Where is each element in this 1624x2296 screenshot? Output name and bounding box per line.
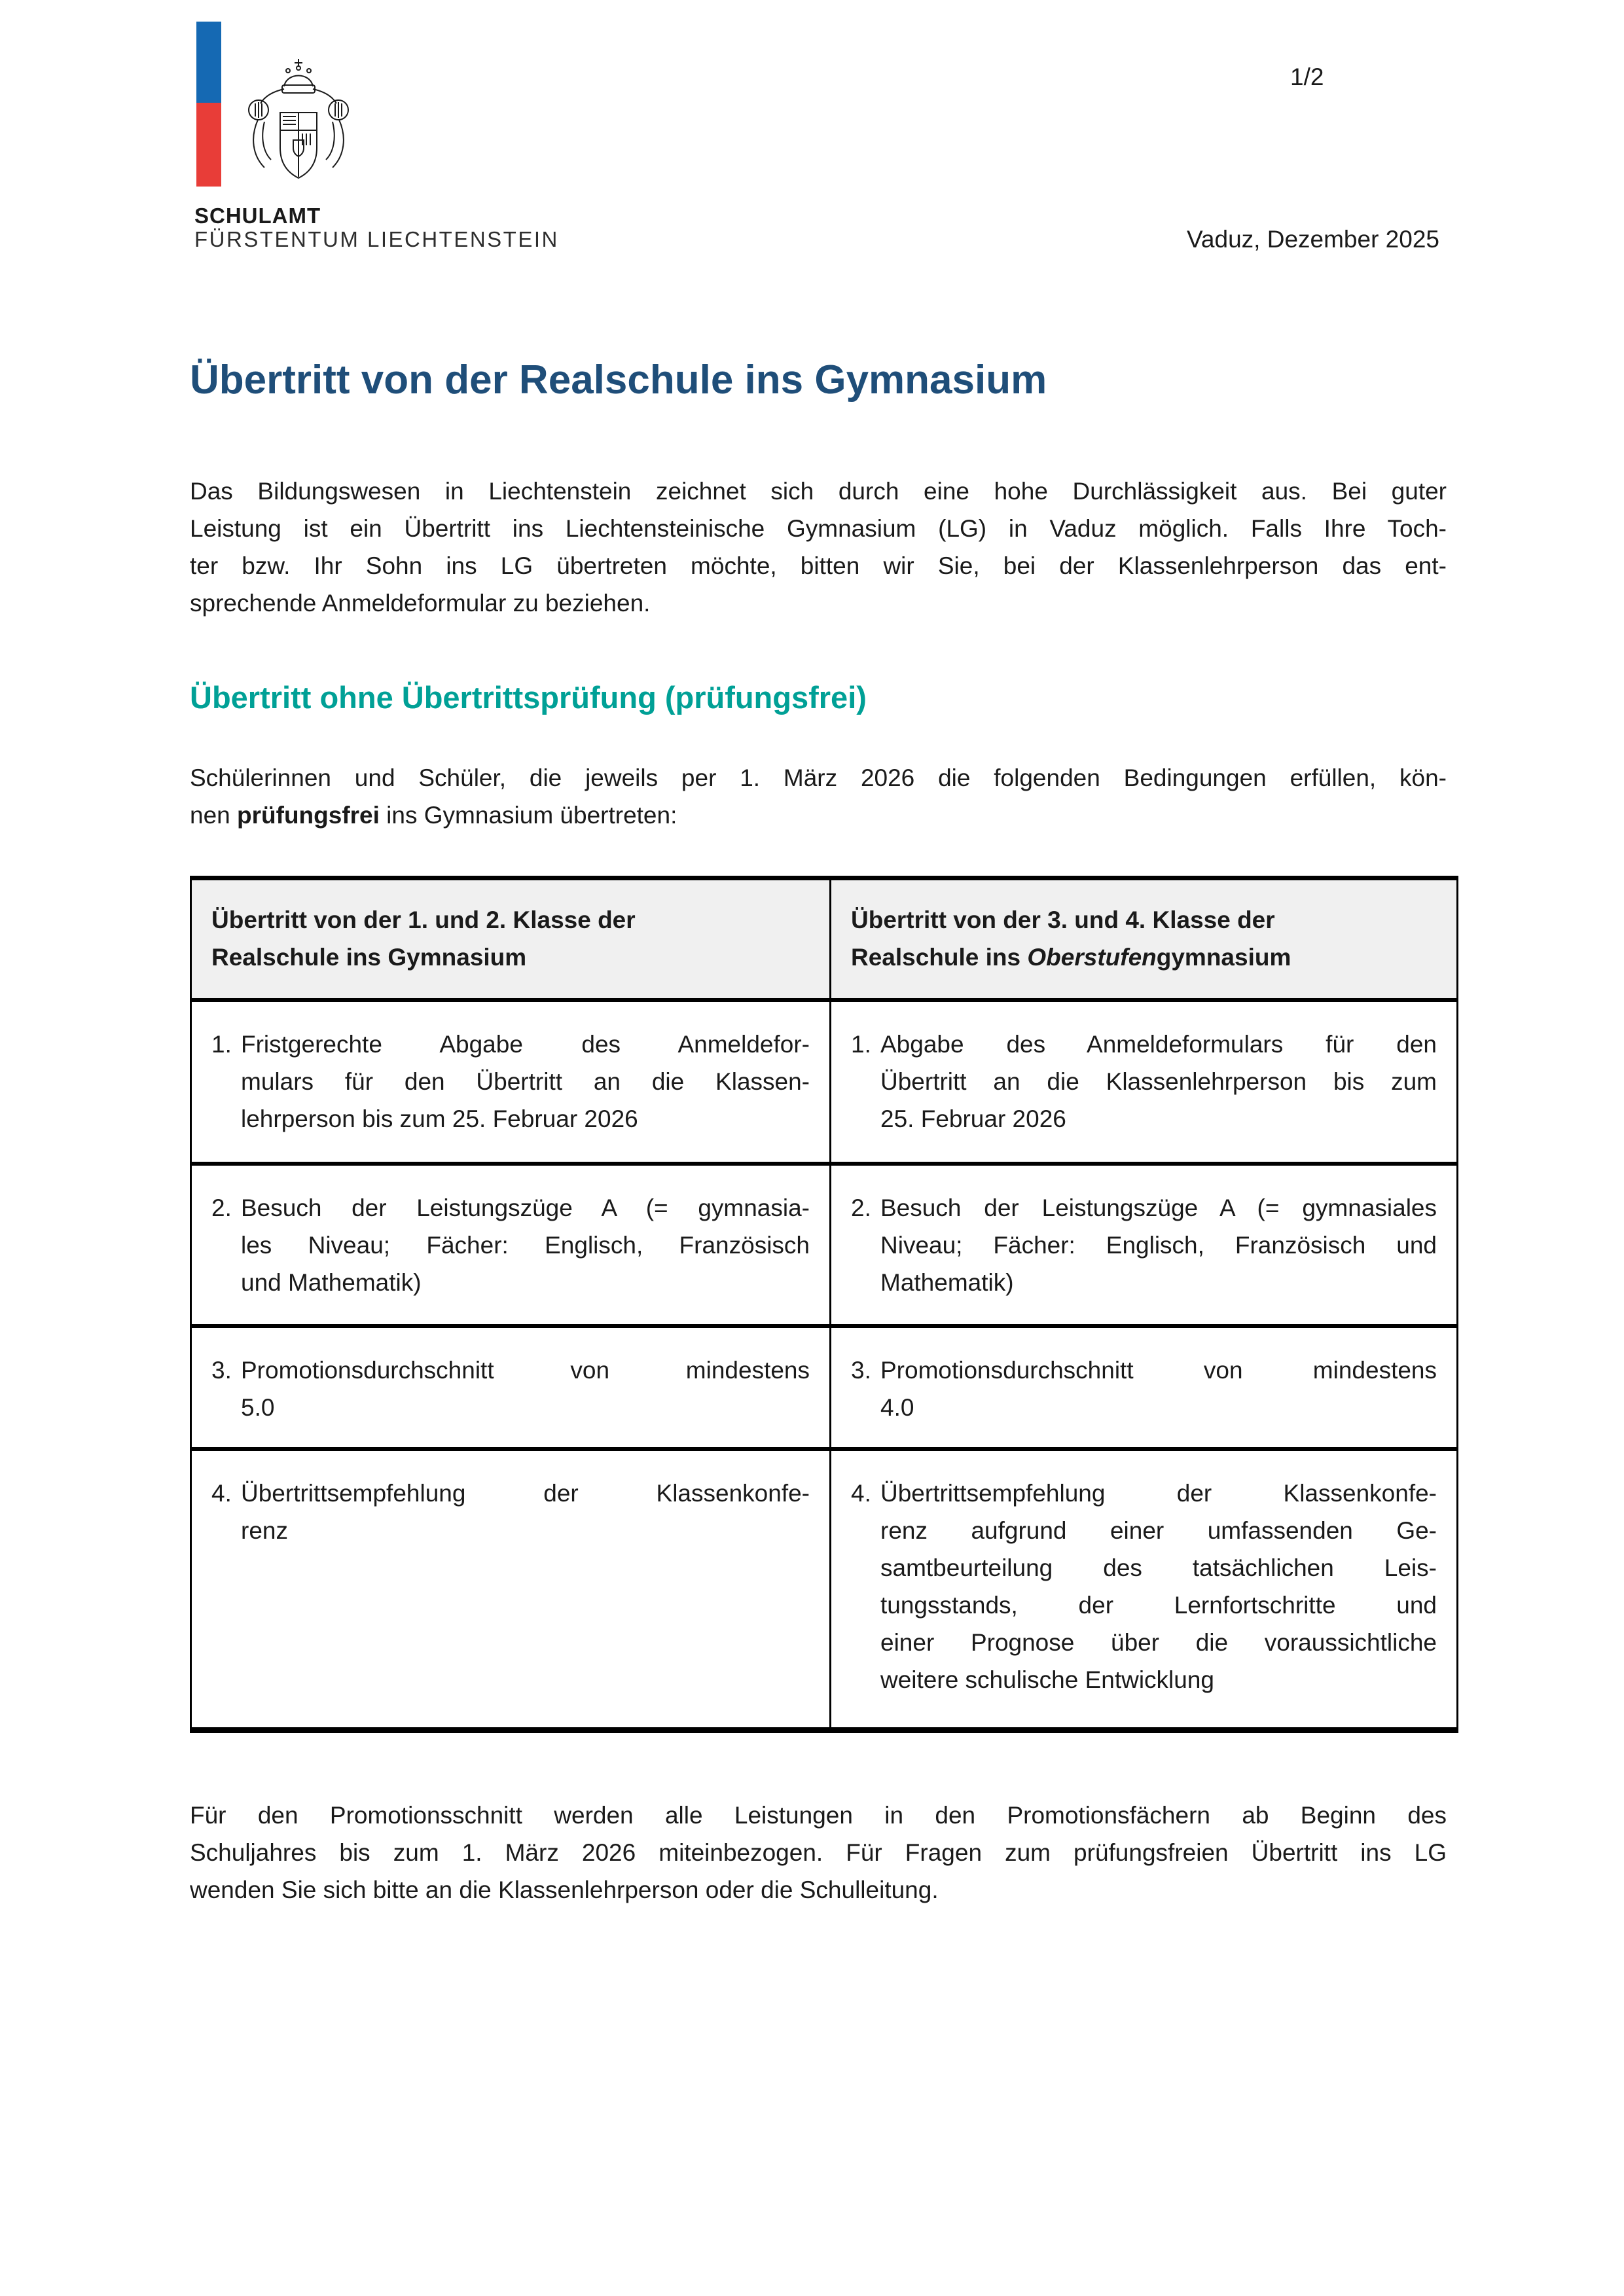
table-header-cell-left (191, 878, 831, 1000)
text-line: einer Prognose über die voraussichtliche (880, 1628, 1437, 1656)
text-line: Das Bildungswesen in Liechtenstein zeichnet sich durch eine hohe Durchlässigkeit aus. Bei guter (190, 478, 1447, 505)
text-line: Für den Promotionsschnitt werden alle Leistungen in den Promotionsfächern ab Beginn des (190, 1802, 1447, 1829)
text-line: lehrperson bis zum 25. Februar 2026 (241, 1105, 638, 1132)
text-line: Schuljahres bis zum 1. März 2026 miteinbezogen. Für Fragen zum prüfungsfreien Übertritt ins LG (190, 1839, 1447, 1866)
text-line: 25. Februar 2026 (880, 1105, 1066, 1132)
table-cell (831, 1449, 1458, 1731)
list-item-text (241, 1352, 810, 1426)
list-number: 4. (851, 1479, 871, 1507)
list-number: 1. (211, 1030, 232, 1058)
conditions-table (190, 876, 1456, 1733)
text-line: Promotionsdurchschnitt von mindestens (241, 1356, 810, 1384)
flag-bar-red (196, 103, 221, 187)
outro-paragraph (190, 1797, 1447, 1909)
list-item-text (880, 1352, 1437, 1426)
table-cell (191, 1449, 831, 1731)
text-line (190, 797, 1447, 834)
text-line: Mathematik) (880, 1268, 1014, 1296)
list-item-text (241, 1475, 810, 1549)
text-line: Promotionsdurchschnitt von mindestens (880, 1356, 1437, 1384)
org-subtitle: FÜRSTENTUM LIECHTENSTEIN (194, 227, 559, 251)
liechtenstein-flag-bar (196, 22, 221, 187)
text-line: Übertrittsempfehlung der Klassenkonfe- (880, 1479, 1437, 1507)
text-segment: gymnasium (1156, 944, 1291, 971)
italic-text-segment: Oberstufen (1027, 944, 1157, 971)
text-line: Besuch der Leistungszüge A (= gymnasia- (241, 1194, 810, 1221)
text-line: mulars für den Übertritt an die Klassen- (241, 1067, 810, 1095)
flag-bar-blue (196, 22, 221, 103)
list-item-text (241, 1026, 810, 1138)
text-line: Realschule ins Gymnasium (211, 944, 527, 971)
list-item-text (880, 1475, 1437, 1698)
date-line: Vaduz, Dezember 2025 (1187, 226, 1439, 253)
bold-text-segment: prüfungsfrei (237, 802, 380, 829)
text-line: renz (241, 1516, 288, 1544)
page-number: 1/2 (1290, 63, 1324, 90)
table-header-cell-right (831, 878, 1458, 1000)
table-cell (191, 1000, 831, 1164)
text-line: 5.0 (241, 1393, 275, 1421)
org-name: SCHULAMT (194, 204, 321, 228)
list-number: 2. (851, 1194, 871, 1221)
text-line: tungsstands, der Lernfortschritte und (880, 1591, 1437, 1619)
text-line: 4.0 (880, 1393, 914, 1421)
table-cell (831, 1164, 1458, 1326)
text-segment: nen (190, 802, 238, 829)
list-item-text (880, 1189, 1437, 1301)
table-cell (831, 1000, 1458, 1164)
table-header-row (191, 878, 1458, 1000)
liechtenstein-coat-of-arms-icon (245, 56, 352, 188)
text-line: weitere schulische Entwicklung (880, 1666, 1215, 1693)
table-cell (191, 1164, 831, 1326)
text-line: Übertritt an die Klassenlehrperson bis zum (880, 1067, 1437, 1095)
text-line: Niveau; Fächer: Englisch, Französisch und (880, 1231, 1437, 1259)
text-line: ter bzw. Ihr Sohn ins LG übertreten möchte, bitten wir Sie, bei der Klassenlehrperson das ent- (190, 552, 1447, 579)
table-row (191, 1164, 1458, 1326)
list-number: 1. (851, 1030, 871, 1058)
table-cell (191, 1326, 831, 1449)
list-number: 3. (851, 1356, 871, 1384)
table-row (191, 1326, 1458, 1449)
list-item-text (241, 1189, 810, 1301)
document-title: Übertritt von der Realschule ins Gymnasium (190, 357, 1047, 403)
section-heading: Übertritt ohne Übertrittsprüfung (prüfungsfrei) (190, 680, 867, 715)
text-line: Übertritt von der 3. und 4. Klasse der (851, 906, 1275, 933)
text-line: samtbeurteilung des tatsächlichen Leis- (880, 1554, 1437, 1581)
text-line: und Mathematik) (241, 1268, 422, 1296)
list-number: 2. (211, 1194, 232, 1221)
text-line: Übertrittsempfehlung der Klassenkonfe- (241, 1479, 810, 1507)
conditions-paragraph (190, 759, 1447, 834)
text-line: renz aufgrund einer umfassenden Ge- (880, 1516, 1437, 1544)
list-number: 3. (211, 1356, 232, 1384)
table-row (191, 1449, 1458, 1731)
text-line: sprechende Anmeldeformular zu beziehen. (190, 590, 651, 617)
text-line: Fristgerechte Abgabe des Anmeldefor- (241, 1030, 810, 1058)
text-segment: ins Gymnasium übertreten: (379, 802, 677, 829)
text-segment: Realschule ins (851, 944, 1028, 971)
text-line: Besuch der Leistungszüge A (= gymnasiales (880, 1194, 1437, 1221)
text-line: wenden Sie sich bitte an die Klassenlehrperson oder die Schulleitung. (190, 1876, 939, 1903)
text-line: les Niveau; Fächer: Englisch, Französisch (241, 1231, 810, 1259)
table-row (191, 1000, 1458, 1164)
text-line: Abgabe des Anmeldeformulars für den (880, 1030, 1437, 1058)
intro-paragraph (190, 473, 1447, 622)
text-line: Schülerinnen und Schüler, die jeweils per 1. März 2026 die folgenden Bedingungen erfüllen, kön- (190, 764, 1447, 791)
list-item-text (880, 1026, 1437, 1138)
text-line: Übertritt von der 1. und 2. Klasse der (211, 906, 636, 933)
list-number: 4. (211, 1479, 232, 1507)
table-cell (831, 1326, 1458, 1449)
text-line: Leistung ist ein Übertritt ins Liechtensteinische Gymnasium (LG) in Vaduz möglich. Falls Ihre Toch- (190, 515, 1447, 542)
text-line (851, 939, 1437, 976)
